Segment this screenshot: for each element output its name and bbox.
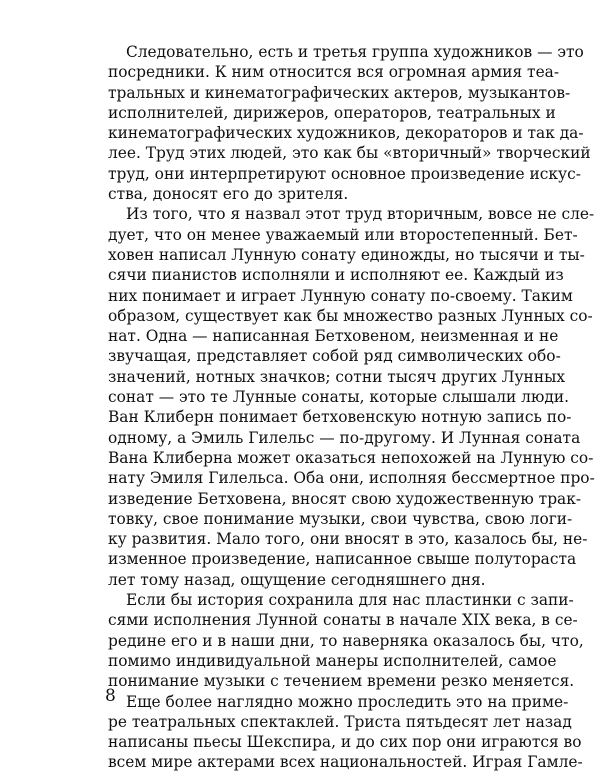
text-line: звучащая, представляет собой ряд символических обо- [108, 347, 561, 366]
text-line: них понимает и играет Лунную сонату по-своему. Таким [108, 286, 573, 305]
text-line: ства, доносят его до зрителя. [108, 185, 349, 204]
text-line: Еще более наглядно можно проследить это на приме- [126, 692, 569, 711]
text-line: написаны пьесы Шекспира, и до сих пор они играются во [108, 733, 582, 752]
text-line: сонат — это те Лунные сонаты, которые слышали люди. [108, 388, 569, 407]
text-line: всем мире актерами всех национальностей. Играя Гамле- [108, 753, 583, 772]
text-line: изменное произведение, написанное свыше полутораста [108, 550, 577, 569]
body-text [108, 42, 595, 773]
text-line: исполнителей, дирижеров, операторов, театральных и [108, 103, 556, 122]
text-line: редине его и в наши дни, то наверняка оказалось бы, что, [108, 631, 584, 650]
text-line: труд, они интерпретируют основное произведение искус- [108, 164, 581, 183]
text-line: Вана Клиберна может оказаться непохожей на Лунную со- [108, 448, 594, 467]
text-line: изведение Бетховена, вносят свою художественную трак- [108, 489, 582, 508]
text-line: лее. Труд этих людей, это как бы «вторичный» творческий [108, 144, 591, 163]
text-line: одному, а Эмиль Гилельс — по-другому. И Лунная соната [108, 428, 581, 447]
text-line: образом, существует как бы множество разных Лунных со- [108, 306, 593, 325]
text-line: ховен написал Лунную сонату единожды, но тысячи и ты- [108, 245, 585, 264]
text-line: дует, что он менее уважаемый или второстепенный. Бет- [108, 225, 578, 244]
text-line: значений, нотных значков; сотни тысяч других Лунных [108, 367, 566, 386]
text-line: ре театральных спектаклей. Триста пятьдесят лет назад [108, 712, 572, 731]
text-line: сями исполнения Лунной сонаты в начале XIX века, в се- [108, 611, 578, 630]
text-line: понимание музыки с течением времени резко меняется. [108, 672, 575, 691]
text-line: нат. Одна — написанная Бетховеном, неизменная и не [108, 327, 559, 346]
text-line: помимо индивидуальной манеры исполнителей, самое [108, 651, 557, 670]
text-line: сячи пианистов исполняли и исполняют ее. Каждый из [108, 266, 564, 285]
text-line: посредники. К ним относится вся огромная армия теа- [108, 63, 560, 82]
text-line: тральных и кинематографических актеров, музыкантов- [108, 83, 571, 102]
text-line: нату Эмиля Гилельса. Оба они, исполняя бессмертное про- [108, 469, 595, 488]
text-line: товку, свое понимание музыки, свои чувства, свою логи- [108, 509, 573, 528]
text-line: Если бы история сохранила для нас пластинки с запи- [126, 591, 574, 610]
page-number: 8 [105, 686, 116, 706]
text-line: Из того, что я назвал этот труд вторичным, вовсе не сле- [126, 205, 595, 224]
text-line: Ван Клиберн понимает бетховенскую нотную запись по- [108, 408, 572, 427]
text-line: ку развития. Мало того, они вносят в это, казалось бы, не- [108, 530, 588, 549]
text-line: лет тому назад, ощущение сегодняшнего дня. [108, 570, 486, 589]
text-line: кинематографических художников, декораторов и так да- [108, 124, 584, 143]
text-line: Следовательно, есть и третья группа художников — это [126, 43, 584, 61]
